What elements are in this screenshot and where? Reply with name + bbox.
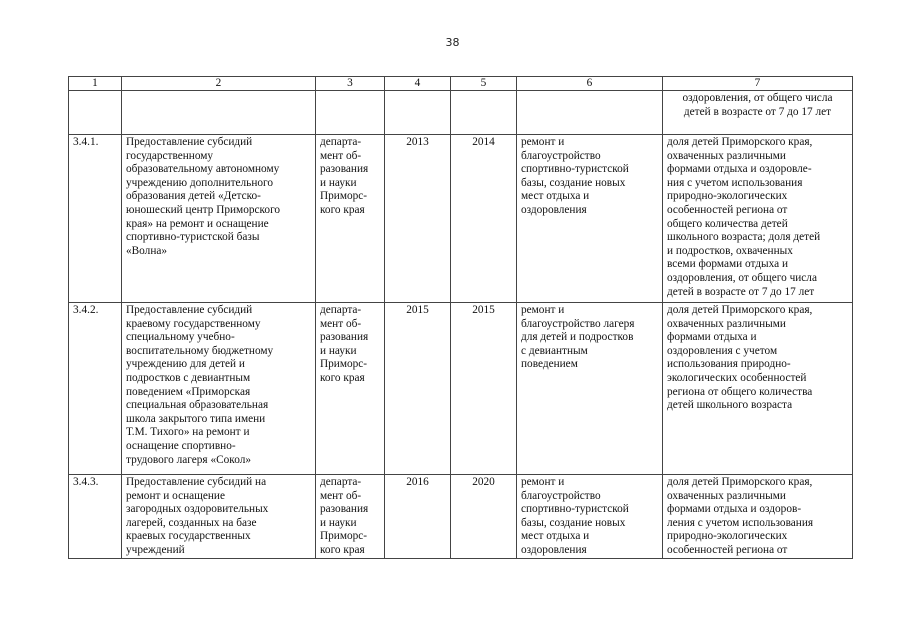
column-header-1: 1 <box>69 77 122 91</box>
column-header-7: 7 <box>663 77 853 91</box>
cell-result: ремонт и благоустройство спортивно-туристской базы, создание новых мест отдыха и оздоровления <box>517 135 663 303</box>
cell-executor: департа- мент об- разования и науки Приморс- кого края <box>316 303 385 475</box>
cell-end-year: 2015 <box>451 303 517 475</box>
table-row <box>69 475 853 559</box>
cell-number: 3.4.3. <box>69 475 122 559</box>
cell-description: Предоставление субсидий краевому государственному специальному учебно- воспитательному бюджетному учреждению для детей и подростков с девиантным поведением «Приморская специальная образовательная школа закрытого типа имени Т.М. Тихого» на ремонт и оснащение спортивно- трудового лагеря «Сокол» <box>122 303 316 475</box>
cell-empty <box>122 91 316 135</box>
column-header-4: 4 <box>385 77 451 91</box>
cell-indicator: доля детей Приморского края, охваченных различными формами отдыха и оздоровле- ния с учетом использования природно-экологических особенностей региона от общего количества детей школьного возраста; доля детей и подростков, охваченных всеми формами отдыха и оздоровления, от общего числа детей в возрасте от 7 до 17 лет <box>663 135 853 303</box>
cell-indicator: доля детей Приморского края, охваченных различными формами отдыха и оздоров- ления с учетом использования природно-экологических особенностей региона от <box>663 475 853 559</box>
cell-indicator: доля детей Приморского края, охваченных различными формами отдыха и оздоровления с учетом использования природно- экологических особенностей региона от общего количества детей школьного возраста <box>663 303 853 475</box>
cell-empty <box>385 91 451 135</box>
program-measures-table <box>68 76 853 559</box>
table-row-continuation <box>69 91 853 135</box>
cell-start-year: 2016 <box>385 475 451 559</box>
cell-empty <box>69 91 122 135</box>
cell-executor: департа- мент об- разования и науки Приморс- кого края <box>316 475 385 559</box>
table-header-row <box>69 77 853 91</box>
cell-number: 3.4.1. <box>69 135 122 303</box>
cell-description: Предоставление субсидий на ремонт и оснащение загородных оздоровительных лагерей, созданных на базе краевых государственных учреждений <box>122 475 316 559</box>
cell-number: 3.4.2. <box>69 303 122 475</box>
cell-empty <box>451 91 517 135</box>
column-header-5: 5 <box>451 77 517 91</box>
cell-result: ремонт и благоустройство спортивно-туристской базы, создание новых мест отдыха и оздоровления <box>517 475 663 559</box>
table-row <box>69 303 853 475</box>
cell-empty <box>316 91 385 135</box>
cell-description: Предоставление субсидий государственному образовательному автономному учреждению дополнительного образования детей «Детско- юношеский центр Приморского края» на ремонт и оснащение спортивно-туристской базы «Волна» <box>122 135 316 303</box>
cell-end-year: 2020 <box>451 475 517 559</box>
cell-start-year: 2015 <box>385 303 451 475</box>
column-header-3: 3 <box>316 77 385 91</box>
cell-result: ремонт и благоустройство лагеря для детей и подростков с девиантным поведением <box>517 303 663 475</box>
column-header-6: 6 <box>517 77 663 91</box>
cell-start-year: 2013 <box>385 135 451 303</box>
column-header-2: 2 <box>122 77 316 91</box>
cell-empty <box>517 91 663 135</box>
cell-executor: департа- мент об- разования и науки Приморс- кого края <box>316 135 385 303</box>
table-row <box>69 135 853 303</box>
cell-indicator: оздоровления, от общего числа детей в возрасте от 7 до 17 лет <box>663 91 853 135</box>
page-number: 38 <box>445 36 460 49</box>
cell-end-year: 2014 <box>451 135 517 303</box>
